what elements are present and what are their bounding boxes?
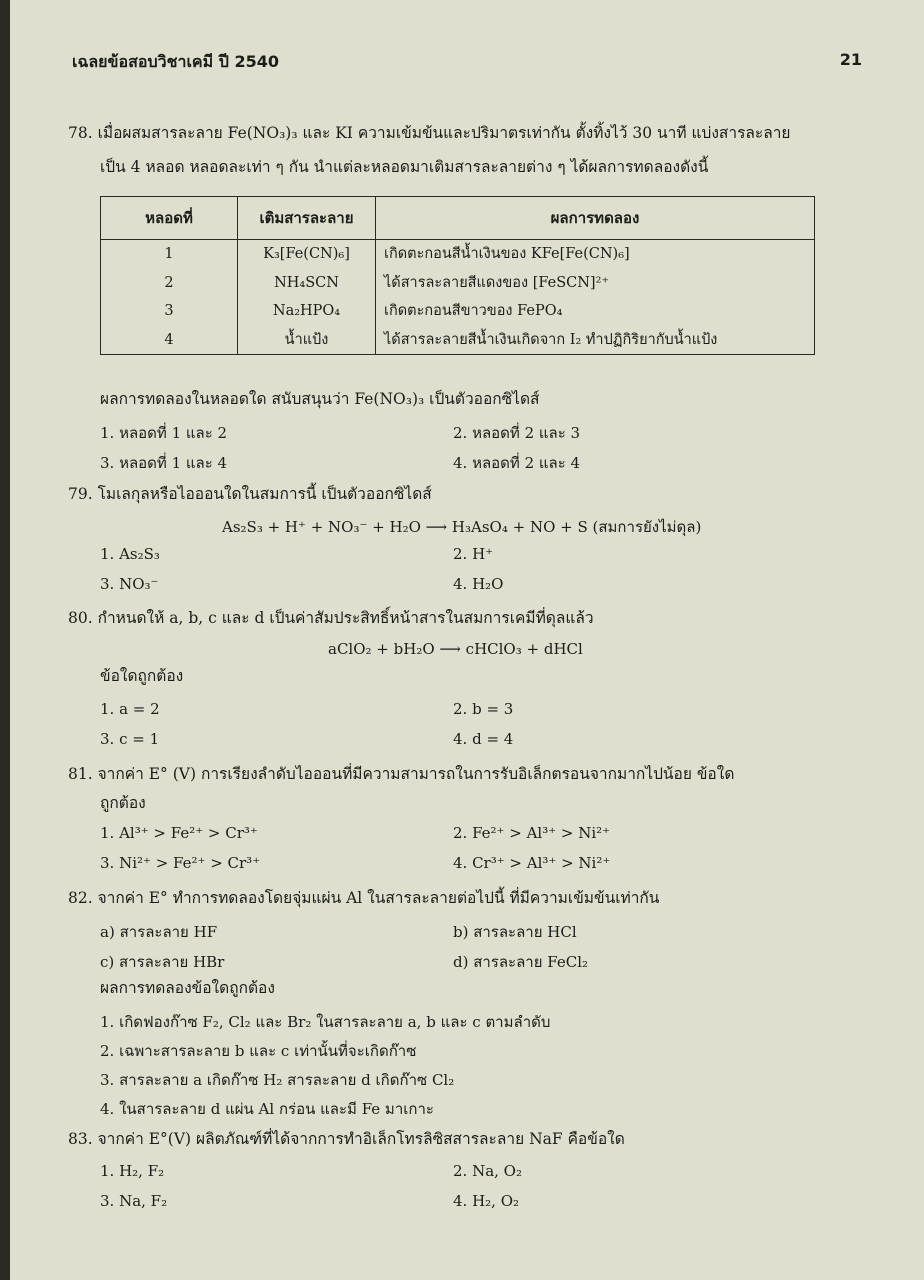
q83-option-2: 2. Na, O₂	[453, 1162, 522, 1180]
page-number: 21	[839, 50, 862, 69]
q80-option-1: 1. a = 2	[100, 700, 160, 718]
tube-number: 2	[164, 274, 174, 291]
q81-line2: ถูกต้อง	[100, 794, 146, 812]
reagent-cell: Na₂HPO₄	[272, 303, 341, 319]
q80-line1: 80. กำหนดให้ a, b, c และ d เป็นค่าสัมประสิทธิ์หน้าสารในสมการเคมีที่ดุลแล้ว	[68, 609, 594, 627]
q81-option-2: 2. Fe²⁺ > Al³⁺ > Ni²⁺	[453, 824, 611, 842]
tube-number: 1	[164, 246, 174, 262]
table-header-tube: หลอดที่	[101, 197, 238, 240]
q78-stem: ผลการทดลองในหลอดใด สนับสนุนว่า Fe(NO₃)₃ เป็นตัวออกซิไดส์	[100, 390, 540, 408]
q82-option-2: 2. เฉพาะสารละลาย b และ c เท่านั้นที่จะเกิดก๊าซ	[100, 1042, 417, 1060]
reagent-column	[238, 240, 376, 355]
q82-stem: ผลการทดลองข้อใดถูกต้อง	[100, 979, 275, 997]
q79-option-3: 3. NO₃⁻	[100, 575, 159, 593]
tube-number: 4	[164, 331, 174, 348]
q82-option-1: 1. เกิดฟองก๊าซ F₂, Cl₂ และ Br₂ ในสารละลาย a, b และ c ตามลำดับ	[100, 1013, 551, 1031]
result-cell: เกิดตะกอนสีขาวของ FePO₄	[384, 303, 563, 319]
q83-option-4: 4. H₂, O₂	[453, 1192, 520, 1210]
exam-page	[10, 0, 924, 1280]
q81-line1: 81. จากค่า E° (V) การเรียงลำดับไอออนที่มีความสามารถในการรับอิเล็กตรอนจากมากไปน้อย ข้อใด	[68, 765, 735, 783]
reagent-cell: K₃[Fe(CN)₆]	[263, 246, 350, 262]
q82-solution-a: a) สารละลาย HF	[100, 923, 218, 941]
q78-line2: เป็น 4 หลอด หลอดละเท่า ๆ กัน นำแต่ละหลอดมาเติมสารละลายต่าง ๆ ได้ผลการทดลองดังนี้	[100, 158, 709, 176]
table-row	[101, 240, 815, 355]
reagent-cell: NH₄SCN	[274, 274, 339, 291]
q80-stem: ข้อใดถูกต้อง	[100, 667, 184, 685]
result-cell: ได้สารละลายสีแดงของ [FeSCN]²⁺	[384, 274, 610, 291]
q79-option-4: 4. H₂O	[453, 575, 504, 593]
page-header	[72, 50, 862, 74]
q82-solution-b: b) สารละลาย HCl	[453, 923, 577, 941]
q79-equation: As₂S₃ + H⁺ + NO₃⁻ + H₂O ⟶ H₃AsO₄ + NO + S (สมการยังไม่ดุล)	[222, 518, 702, 536]
q83-option-1: 1. H₂, F₂	[100, 1162, 165, 1180]
tube-column	[101, 240, 238, 355]
result-column	[376, 240, 815, 355]
q79-option-1: 1. As₂S₃	[100, 545, 160, 563]
reagent-cell: น้ำแป้ง	[284, 331, 329, 348]
q83-option-3: 3. Na, F₂	[100, 1192, 168, 1210]
table-header-reagent: เติมสารละลาย	[238, 197, 376, 240]
q80-option-4: 4. d = 4	[453, 730, 514, 748]
q80-option-3: 3. c = 1	[100, 730, 160, 748]
q79-line1: 79. โมเลกุลหรือไอออนใดในสมการนี้ เป็นตัวออกซิไดส์	[68, 485, 432, 503]
q78-line1: 78. เมื่อผสมสารละลาย Fe(NO₃)₃ และ KI ความเข้มข้นและปริมาตรเท่ากัน ตั้งทิ้งไว้ 30 นาที แบ่งสารละลาย	[68, 124, 791, 142]
table-header-result: ผลการทดลอง	[376, 197, 815, 240]
table-header-row	[101, 197, 815, 240]
q78-option-3: 3. หลอดที่ 1 และ 4	[100, 454, 228, 472]
q83-line1: 83. จากค่า E°(V) ผลิตภัณฑ์ที่ได้จากการทำอิเล็กโทรลิซิสสารละลาย NaF คือข้อใด	[68, 1130, 625, 1148]
q82-solution-c: c) สารละลาย HBr	[100, 953, 225, 971]
q82-option-3: 3. สารละลาย a เกิดก๊าซ H₂ สารละลาย d เกิดก๊าซ Cl₂	[100, 1071, 455, 1089]
tube-number: 3	[164, 303, 174, 319]
q78-option-2: 2. หลอดที่ 2 และ 3	[453, 424, 581, 442]
header-title: เฉลยข้อสอบวิชาเคมี ปี 2540	[72, 52, 279, 71]
q80-option-2: 2. b = 3	[453, 700, 514, 718]
q81-option-1: 1. Al³⁺ > Fe²⁺ > Cr³⁺	[100, 824, 258, 842]
q78-results-table	[100, 196, 815, 355]
result-cell: ได้สารละลายสีน้ำเงินเกิดจาก I₂ ทำปฏิกิริยากับน้ำแป้ง	[384, 331, 718, 348]
q79-option-2: 2. H⁺	[453, 545, 494, 563]
q80-equation: aClO₂ + bH₂O ⟶ cHClO₃ + dHCl	[328, 640, 583, 658]
q82-option-4: 4. ในสารละลาย d แผ่น Al กร่อน และมี Fe มาเกาะ	[100, 1100, 434, 1118]
q78-option-1: 1. หลอดที่ 1 และ 2	[100, 424, 228, 442]
q81-option-3: 3. Ni²⁺ > Fe²⁺ > Cr³⁺	[100, 854, 261, 872]
q82-solution-d: d) สารละลาย FeCl₂	[453, 953, 589, 971]
result-cell: เกิดตะกอนสีน้ำเงินของ KFe[Fe(CN)₆]	[384, 246, 630, 262]
q78-option-4: 4. หลอดที่ 2 และ 4	[453, 454, 581, 472]
q81-option-4: 4. Cr³⁺ > Al³⁺ > Ni²⁺	[453, 854, 611, 872]
q82-line1: 82. จากค่า E° ทำการทดลองโดยจุ่มแผ่น Al ในสารละลายต่อไปนี้ ที่มีความเข้มข้นเท่ากัน	[68, 889, 660, 907]
